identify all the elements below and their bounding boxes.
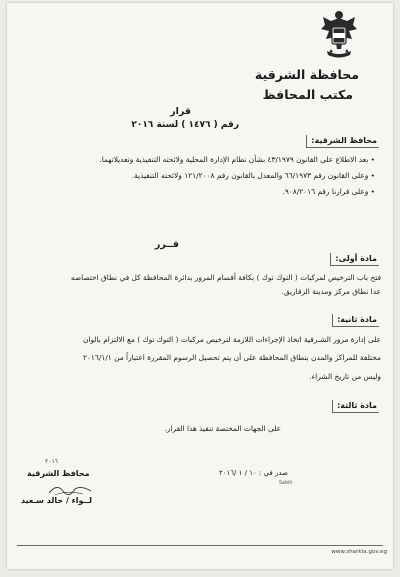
governorate-title: محافظة الشرقية	[254, 67, 359, 82]
article-2-line: مختلفة للمراكز والمدن بنطاق المحافظة على أن يتم تحصيل الرسوم المقررة اعتباراً من ٢٠١٦/١/١	[82, 353, 381, 362]
signature-date-note: ٢٠١٦	[45, 458, 58, 465]
article-2-line: وليس من تاريخ الشراء.	[309, 372, 381, 381]
eagle-emblem-icon	[319, 9, 359, 63]
handwritten-signature	[47, 481, 93, 497]
article-2-heading: مادة ثانية:	[332, 314, 379, 327]
decree-page	[7, 3, 393, 569]
article-1-line: فتح باب الترخيص لمركبات ( التوك توك ) بكافة أقسام المرور بدائرة المحافظة كل في نطاق اختصاصه	[70, 273, 381, 282]
seal-label: Sabih	[279, 481, 293, 486]
footer-website-link[interactable]: www.sharkia.gov.eg	[331, 549, 387, 555]
footer-divider	[17, 545, 383, 546]
decision-number: رقم ( ١٤٧٦ ) لسنة ٢٠١٦	[131, 120, 239, 130]
article-1-line: عدا نطاق مركز ومدينة الزقازيق.	[281, 287, 381, 296]
preamble-line: • وعلى القانون رقم ٦٦/١٩٧٣ والمعدل بالقانون رقم ١٢١/٢٠٠٨ ولائحته التنفيذية.	[131, 171, 375, 180]
office-title: مكتب المحافظ	[262, 87, 353, 102]
signatory-title: محافظ الشرقية	[27, 469, 90, 478]
article-3-heading: مادة ثالثة:	[332, 400, 379, 413]
preamble-line: • وعلى قرارنا رقم ٩٠٨/٢٠١٦.	[282, 187, 375, 196]
signatory-name: لــواء / خالد سـعيد	[21, 496, 92, 505]
addressee-heading: محافظ الشرقية:	[306, 135, 379, 148]
decided-heading: قــرر	[154, 239, 179, 250]
article-1-heading: مادة أولى:	[330, 253, 379, 266]
issue-date: صدر في : ١٠ / ١ /٢٠١٦	[219, 469, 288, 477]
preamble-line: • بعد الاطلاع على القانون ٤٣/١٩٧٩ بشأن نظام الإدارة المحلية ولائحته التنفيذية وتعديلاتهما.	[99, 155, 375, 164]
article-2-line: على إدارة مرور الشـرقية اتخاذ الإجراءات اللازمة لترخيص مركبات ( التوك توك ) مع الالتزام بالوان	[82, 335, 381, 344]
decision-heading: قرار	[170, 106, 191, 117]
article-3-line: على الجهات المختصة تنفيذ هذا القرار.	[164, 424, 281, 433]
